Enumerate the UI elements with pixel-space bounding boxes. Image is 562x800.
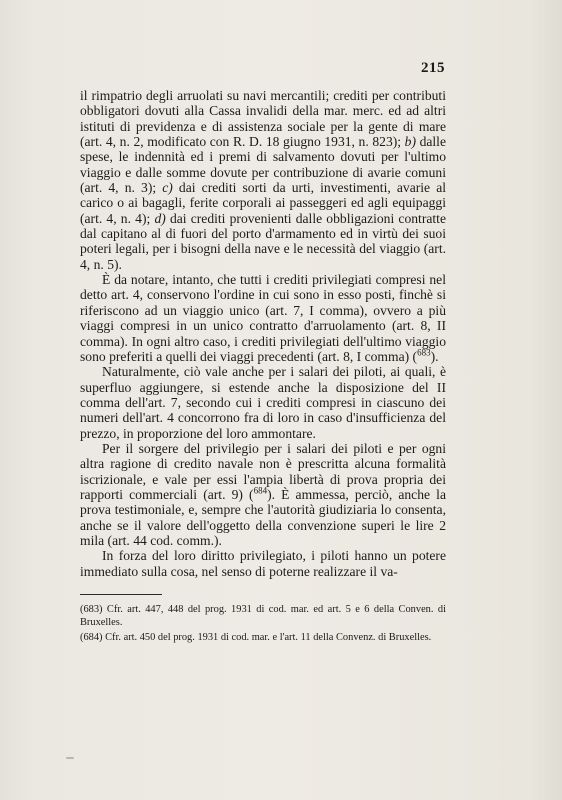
text-run: In forza del loro diritto privilegiato, i piloti hanno un potere immediato sulla cosa, nel senso di poterne realizzare il va-: [80, 548, 446, 579]
footnote-reference: 684: [253, 485, 268, 496]
paragraph: [80, 364, 446, 441]
footnote: (683) Cfr. art. 447, 448 del prog. 1931 di cod. mar. ed art. 5 e 6 della Conven. di Bruxelles.: [80, 604, 446, 628]
paragraph: [80, 441, 446, 548]
text-run: dai crediti provenienti dalle obbligazioni contratte dal capitano al di fuori del porto d'armamento ed in virtù dei suoi poteri legali, per i bisogni della nave e le necessità del viaggio (art. 4, n. 5).: [80, 210, 446, 272]
paragraph: [80, 88, 446, 272]
page-number: 215: [421, 60, 445, 76]
text-run: Naturalmente, ciò vale anche per i salari dei piloti, ai quali, è superfluo aggiungere, si estende anche la disposizione del II comma dell'art. 7, secondo cui i crediti compresi in ciascuno dei numeri dell'art. 4 concorrono fra di loro in caso d'insufficienza del prezzo, in proporzione del loro ammontare.: [80, 364, 446, 441]
footnote: (684) Cfr. art. 450 del prog. 1931 di cod. mar. e l'art. 11 della Convenz. di Bruxelles.: [80, 632, 432, 643]
text-run: il rimpatrio degli arruolati su navi mercantili; crediti per contributi obbligatori dovuti alla Cassa invalidi della mar. merc. ed ad altri istituti di previdenza e di assistenza sociale per la gente di mare (art. 4, n. 2, modificato con R. D. 18 giugno 1931, n. 823);: [80, 88, 446, 150]
text-run: c): [162, 180, 173, 196]
text-run: dalle spese, le indennità ed i premi di salvamento dovuti per l'ultimo viaggio e dalle somme dovute per contribuzione di avarie comuni (art. 4, n. 3);: [80, 134, 446, 196]
footnote-reference: 683: [417, 347, 431, 358]
text-run: d): [154, 210, 166, 226]
body-text: [80, 88, 446, 579]
scan-speck: [66, 757, 74, 759]
text-run: ).: [430, 348, 439, 364]
text-run: ). È ammessa, perciò, anche la prova testimoniale, e, sempre che l'autorità giudiziaria lo consenta, anche se il valore dell'oggetto della convenzione superi le lire 2 mila (art. 44 cod. comm.).: [80, 486, 446, 548]
text-run: dai crediti sorti da urti, investimenti, avarie al carico o ai bagagli, ferite corporali ai passeggeri ed agli equipaggi (art. 4, n. 4);: [80, 180, 446, 226]
text-run: Per il sorgere del privilegio per i salari dei piloti e per ogni altra ragione di credito navale non è prescritta alcuna formalità iscrizionale, e vale per essi l'ampia libertà di prova propria dei rapporti commerciali (art. 9) (: [80, 440, 446, 502]
paragraph: [80, 548, 446, 579]
text-run: È da notare, intanto, che tutti i crediti privilegiati compresi nel detto art. 4, conservono l'ordine in cui sono in esso posti, finchè si riferiscono ad un viaggio unico (art. 7, I comma), ovvero a più viaggi compresi in un unico contratto d'arruolamento (art. 8, II comma). In ogni altro caso, i crediti privilegiati dell'ultimo viaggio sono preferiti a quelli dei viaggi precedenti (art. 8, I comma) (: [80, 272, 446, 364]
text-run: b): [404, 134, 416, 150]
paragraph: [80, 272, 446, 364]
footnote-separator: [80, 594, 162, 595]
footnotes: [80, 603, 446, 646]
